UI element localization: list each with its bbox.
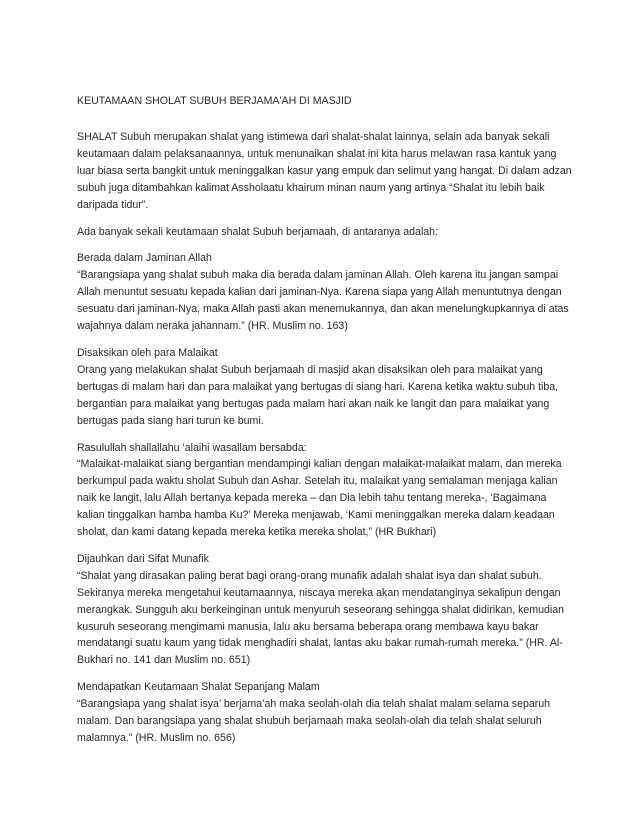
text-line: Allah menuntut sesuatu kepada kalian dari jaminan-Nya. Karena siapa yang Allah menuntutnya dengan [77, 286, 562, 299]
text-line: malamnya.” (HR. Muslim no. 656) [77, 732, 236, 744]
document-title: KEUTAMAAN SHOLAT SUBUH BERJAMA'AH DI MASJID [77, 95, 352, 107]
text-line: “Barangsiapa yang shalat isya’ berjama’ah maka seolah-olah dia telah shalat malam selama separuh [77, 698, 551, 711]
text-line: Orang yang melakukan shalat Subuh berjamaah di masjid akan disaksikan oleh para malaikat yang [77, 363, 543, 376]
text-line: Berada dalam Jaminan Allah [77, 252, 212, 265]
paragraph [77, 250, 569, 335]
text-line: luar biasa serta bangkit untuk meninggalkan kasur yang empuk dan selimut yang hangat. Di dalam adzan [77, 164, 572, 177]
text-line: sholat, dan kami datang kepada mereka ketika mereka sholat,” (HR Bukhari) [77, 526, 437, 539]
text-line: sesuatu dari jaminan-Nya, maka Allah pasti akan menemukannya, dan akan menelungkupkannya di atas [77, 303, 569, 316]
text-line: wajahnya dalam neraka jahannam.” (HR. Muslim no. 163) [77, 320, 348, 333]
text-line: Bukhari no. 141 dan Muslim no. 651) [77, 654, 251, 667]
text-line: bertugas di malam hari dan para malaikat yang bertugas di siang hari. Karena ketika waktu subuh tiba, [77, 380, 559, 393]
text-line: SHALAT Subuh merupakan shalat yang istimewa dari shalat-shalat lainnya, selain ada banyak sekali [77, 131, 550, 143]
text-line: “Shalat yang dirasakan paling berat bagi orang-orang munafik adalah shalat isya dan shalat subuh. [77, 569, 542, 582]
text-line: Rasulullah shallallahu ‘alaihi wasallam bersabda: [77, 441, 307, 454]
text-line: Dijauhkan dari Sifat Munafik [77, 552, 209, 565]
text-line: subuh juga ditambahkan kalimat Assholaatu khairum minan naum yang artinya “Shalat itu lebih baik [77, 181, 545, 194]
text-line: mendatangi suatu kaum yang tidak menghadiri shalat, lantas aku bakar rumah-rumah mereka.” (HR. Al- [77, 637, 563, 650]
text-line: bertugas pada siang hari turun ke bumi. [77, 414, 264, 427]
text-line: keutamaan dalam pelaksanaannya, untuk menunaikan shalat ini kita harus melawan rasa kantuk yang [77, 147, 557, 160]
paragraph [77, 440, 563, 541]
document-body [77, 129, 572, 747]
text-line: kusuruh seseorang mengimami manusia, lalu aku bersama beberapa orang membawa kayu bakar [77, 620, 539, 633]
text-line: daripada tidur”. [77, 198, 149, 211]
text-line: merangkak. Sungguh aku berkeinginan untuk menyuruh seseorang sehingga shalat didirikan, kemudian [77, 603, 565, 616]
text-line: Sekiranya mereka mengetahui keutamaannya, niscaya mereka akan mendatanginya sekalipun dengan [77, 586, 561, 599]
text-line: naik ke langit, lalu Allah bertanya kepada mereka – dan Dia lebih tahu tentang mereka-, ‘Bagaimana [77, 492, 547, 505]
paragraph [77, 679, 563, 747]
text-line: malam. Dan barangsiapa yang shalat shubuh berjamaah maka seolah-olah dia telah shalat seluruh [77, 715, 542, 728]
text-line: kalian tinggalkan hamba hamba Ku?’ Mereka menjawab, ‘Kami meninggalkan mereka dalam keadaan [77, 509, 555, 522]
text-line: Mendapatkan Keutamaan Shalat Sepanjang Malam [77, 681, 320, 694]
paragraph [77, 224, 563, 241]
paragraph [77, 345, 563, 430]
text-line: “Malaikat-malaikat siang bergantian mendampingi kalian dengan malaikat-malaikat malam, dan mereka [77, 458, 562, 471]
document-page [77, 94, 572, 757]
paragraph [77, 129, 572, 214]
text-line: bergantian para malaikat yang bertugas pada malam hari akan naik ke langit dan para malaikat yang [77, 397, 550, 410]
text-line: Ada banyak sekali keutamaan shalat Subuh berjamaah, di antaranya adalah: [77, 225, 439, 238]
paragraph [77, 551, 563, 669]
text-line: “Barangsiapa yang shalat subuh maka dia berada dalam jaminan Allah. Oleh karena itu jangan sampai [77, 269, 559, 282]
text-line: berkumpul pada waktu sholat Subuh dan Ashar. Setelah itu, malaikat yang semalaman menjaga kalian [77, 475, 558, 488]
text-line: Disaksikan oleh para Malaikat [77, 346, 218, 359]
